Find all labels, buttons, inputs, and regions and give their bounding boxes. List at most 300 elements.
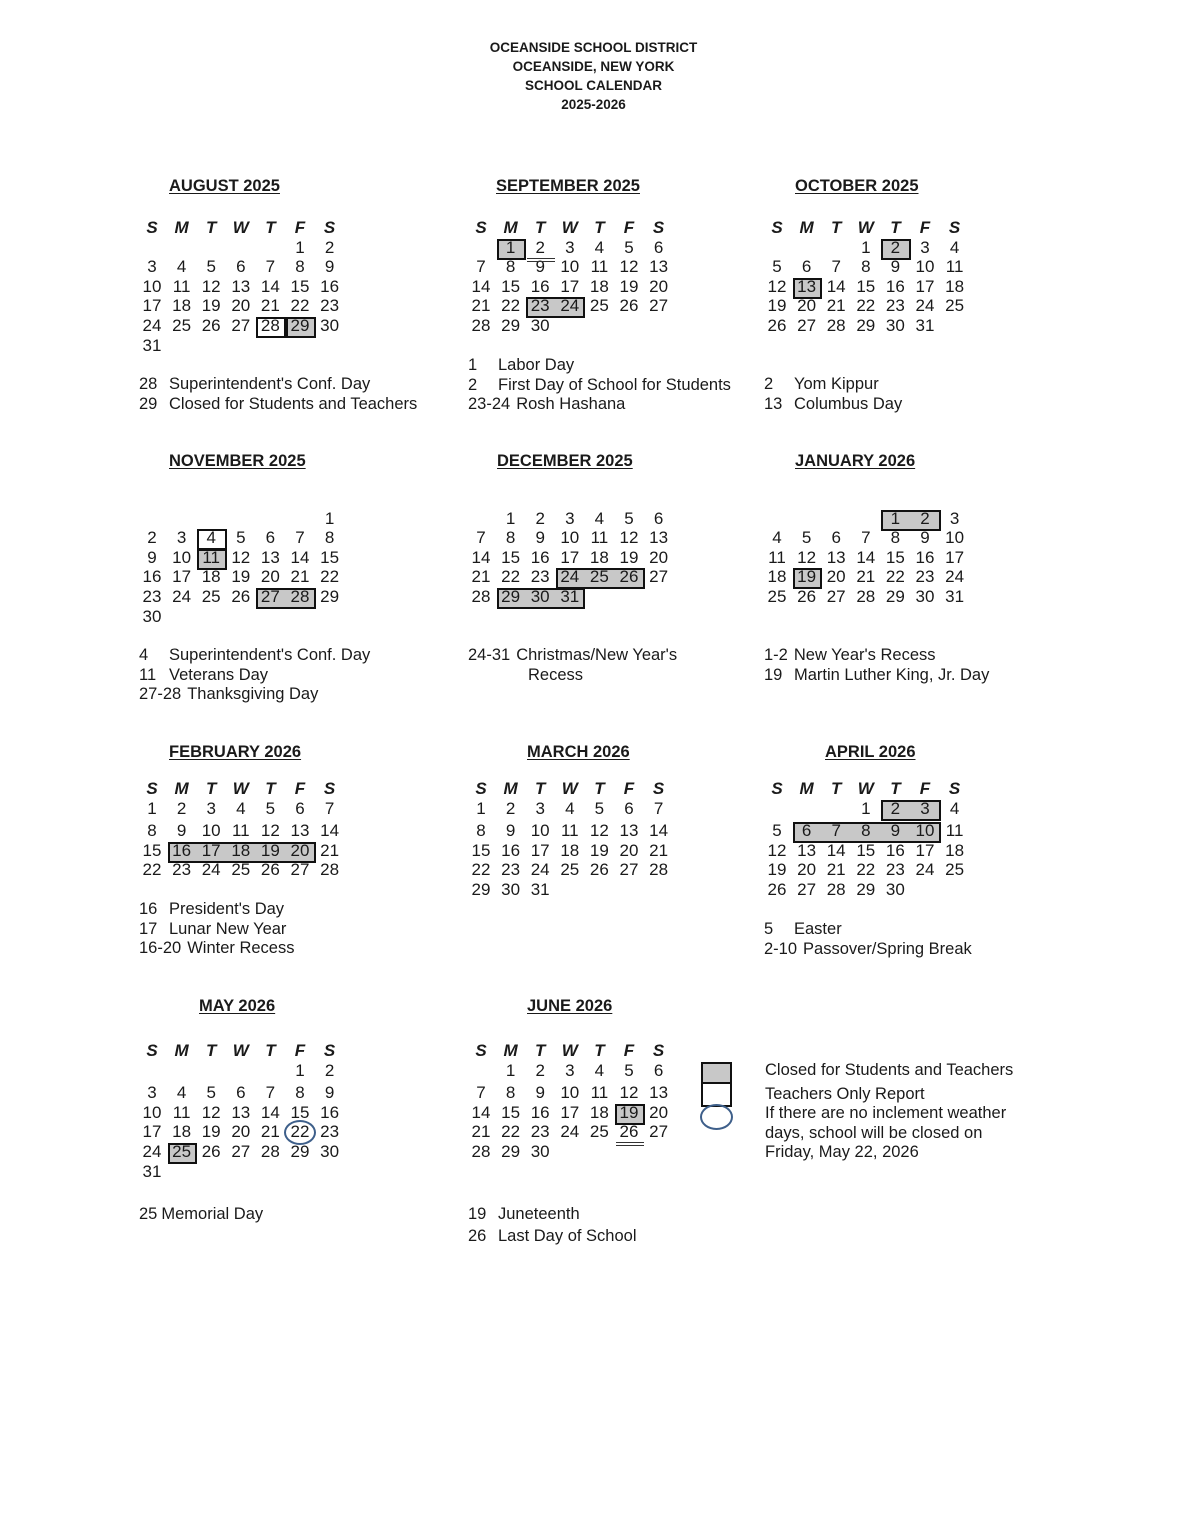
day-cell[interactable]: 18	[172, 296, 192, 316]
day-cell[interactable]: 1	[505, 237, 516, 257]
day-cell[interactable]: 15	[290, 276, 310, 296]
day-cell[interactable]: 22	[290, 296, 310, 316]
day-cell[interactable]: 20	[649, 276, 669, 296]
day-cell[interactable]: 17	[172, 567, 192, 587]
day-cell[interactable]: 12	[201, 1102, 221, 1122]
day-cell[interactable]: 21	[826, 860, 846, 880]
day-cell[interactable]: 27	[649, 1122, 669, 1142]
day-cell[interactable]: 11	[231, 821, 250, 841]
day-cell[interactable]: 11	[202, 547, 221, 567]
day-cell[interactable]: 23	[172, 860, 192, 880]
day-cell[interactable]: 4	[594, 508, 605, 528]
day-cell[interactable]: 23	[530, 1122, 550, 1142]
day-cell[interactable]: 13	[231, 1102, 251, 1122]
day-cell[interactable]: 21	[856, 567, 876, 587]
day-cell[interactable]: 26	[797, 587, 817, 606]
day-cell[interactable]: 12	[231, 547, 251, 567]
day-cell[interactable]: 22	[290, 1122, 310, 1142]
day-cell[interactable]: 7	[476, 528, 486, 548]
day-cell[interactable]: 18	[560, 840, 580, 860]
day-cell[interactable]: 5	[624, 237, 634, 257]
day-cell[interactable]: 5	[236, 528, 246, 548]
day-cell[interactable]: 18	[589, 1102, 609, 1122]
day-cell[interactable]: 11	[590, 1083, 609, 1103]
day-cell[interactable]: 10	[201, 821, 221, 841]
day-cell[interactable]: 6	[265, 528, 276, 548]
day-cell[interactable]: 9	[176, 821, 187, 841]
day-cell[interactable]: 24	[530, 860, 550, 880]
day-cell[interactable]: 1	[476, 798, 486, 818]
day-cell[interactable]: 15	[501, 276, 521, 296]
day-cell[interactable]: 11	[590, 528, 609, 548]
day-cell[interactable]: 11	[945, 257, 964, 277]
day-cell[interactable]: 3	[920, 798, 930, 818]
day-cell[interactable]: 6	[653, 237, 664, 257]
day-cell[interactable]: 19	[767, 296, 787, 316]
day-cell[interactable]: 10	[172, 547, 192, 567]
day-cell[interactable]: 25	[945, 296, 965, 316]
day-cell[interactable]: 5	[206, 257, 216, 277]
day-cell[interactable]: 23	[320, 296, 340, 316]
day-cell[interactable]: 17	[142, 1122, 162, 1142]
day-cell[interactable]: 4	[594, 1060, 605, 1080]
day-cell[interactable]: 5	[265, 798, 276, 818]
day-cell[interactable]: 27	[231, 1142, 251, 1161]
day-cell[interactable]: 17	[142, 296, 162, 316]
day-cell[interactable]: 28	[471, 1142, 491, 1161]
day-cell[interactable]: 25	[589, 567, 609, 587]
day-cell[interactable]: 25	[560, 860, 580, 880]
day-cell[interactable]: 13	[649, 257, 669, 277]
day-cell[interactable]: 2	[324, 237, 335, 257]
day-cell[interactable]: 5	[772, 257, 782, 277]
day-cell[interactable]: 22	[501, 1122, 521, 1142]
day-cell[interactable]: 11	[590, 257, 609, 277]
day-cell[interactable]: 27	[797, 880, 817, 899]
day-cell[interactable]: 9	[324, 1083, 335, 1103]
day-cell[interactable]: 28	[471, 587, 491, 606]
day-cell[interactable]: 13	[619, 821, 639, 841]
day-cell[interactable]: 19	[201, 1122, 221, 1142]
day-cell[interactable]: 6	[831, 528, 841, 548]
day-cell[interactable]: 14	[826, 276, 846, 296]
day-cell[interactable]: 27	[290, 860, 310, 880]
day-cell[interactable]: 21	[260, 1122, 280, 1142]
day-cell[interactable]: 31	[142, 1161, 162, 1181]
day-cell[interactable]: 7	[265, 1083, 276, 1103]
day-cell[interactable]: 23	[320, 1122, 340, 1142]
day-cell[interactable]: 29	[885, 587, 905, 606]
day-cell[interactable]: 8	[324, 528, 335, 548]
day-cell[interactable]: 10	[915, 257, 935, 277]
day-cell[interactable]: 9	[505, 821, 516, 841]
day-cell[interactable]: 25	[172, 316, 192, 335]
day-cell[interactable]: 14	[826, 840, 846, 860]
day-cell[interactable]: 19	[619, 276, 639, 296]
day-cell[interactable]: 15	[320, 547, 340, 567]
day-cell[interactable]: 29	[320, 587, 340, 606]
day-cell[interactable]: 10	[530, 821, 550, 841]
day-cell[interactable]: 16	[530, 276, 550, 296]
day-cell[interactable]: 24	[915, 296, 935, 316]
day-cell[interactable]: 28	[260, 316, 280, 335]
day-cell[interactable]: 8	[505, 257, 516, 277]
day-cell[interactable]: 10	[142, 276, 162, 296]
day-cell[interactable]: 19	[589, 840, 609, 860]
day-cell[interactable]: 7	[861, 528, 871, 548]
day-cell[interactable]: 1	[295, 1060, 305, 1080]
day-cell[interactable]: 13	[260, 547, 280, 567]
day-cell[interactable]: 15	[290, 1102, 310, 1122]
day-cell[interactable]: 4	[565, 798, 575, 818]
day-cell[interactable]: 16	[915, 547, 935, 567]
day-cell[interactable]: 8	[861, 821, 871, 841]
day-cell[interactable]: 7	[831, 821, 841, 841]
day-cell[interactable]: 13	[290, 821, 310, 841]
day-cell[interactable]: 4	[176, 257, 187, 277]
day-cell[interactable]: 8	[861, 257, 871, 277]
day-cell[interactable]: 21	[471, 1122, 491, 1142]
day-cell[interactable]: 6	[653, 1060, 664, 1080]
day-cell[interactable]: 11	[768, 547, 786, 567]
day-cell[interactable]: 16	[530, 547, 550, 567]
day-cell[interactable]: 2	[505, 798, 516, 818]
day-cell[interactable]: 31	[945, 587, 965, 606]
day-cell[interactable]: 28	[826, 880, 846, 899]
day-cell[interactable]: 14	[471, 547, 491, 567]
day-cell[interactable]: 12	[619, 528, 639, 548]
day-cell[interactable]: 15	[142, 840, 162, 860]
day-cell[interactable]: 13	[649, 528, 669, 548]
day-cell[interactable]: 3	[147, 257, 157, 277]
day-cell[interactable]: 18	[201, 567, 221, 587]
day-cell[interactable]: 6	[624, 798, 634, 818]
day-cell[interactable]: 26	[260, 860, 280, 880]
day-cell[interactable]: 19	[619, 1102, 639, 1122]
day-cell[interactable]: 5	[624, 1060, 634, 1080]
day-cell[interactable]: 26	[231, 587, 251, 606]
day-cell[interactable]: 7	[295, 528, 305, 548]
day-cell[interactable]: 5	[772, 821, 782, 841]
day-cell[interactable]: 4	[176, 1083, 187, 1103]
day-cell[interactable]: 20	[260, 567, 280, 587]
day-cell[interactable]: 7	[831, 257, 841, 277]
day-cell[interactable]: 17	[915, 276, 935, 296]
day-cell[interactable]: 25	[589, 1122, 609, 1142]
day-cell[interactable]: 26	[767, 316, 787, 335]
day-cell[interactable]: 27	[649, 567, 669, 587]
day-cell[interactable]: 19	[260, 840, 280, 860]
day-cell[interactable]: 1	[505, 508, 516, 528]
day-cell[interactable]: 8	[295, 1083, 305, 1103]
day-cell[interactable]: 14	[260, 276, 280, 296]
day-cell[interactable]: 31	[560, 587, 580, 606]
day-cell[interactable]: 23	[501, 860, 521, 880]
day-cell[interactable]: 6	[801, 821, 812, 841]
day-cell[interactable]: 15	[501, 1102, 521, 1122]
day-cell[interactable]: 9	[920, 528, 930, 548]
day-cell[interactable]: 21	[649, 840, 669, 860]
day-cell[interactable]: 8	[295, 257, 305, 277]
day-cell[interactable]: 2	[890, 798, 901, 818]
day-cell[interactable]: 9	[535, 257, 545, 277]
day-cell[interactable]: 4	[594, 237, 605, 257]
day-cell[interactable]: 11	[945, 821, 964, 841]
day-cell[interactable]: 16	[885, 840, 905, 860]
day-cell[interactable]: 4	[949, 798, 960, 818]
day-cell[interactable]: 16	[320, 276, 340, 296]
day-cell[interactable]: 29	[501, 1142, 521, 1161]
day-cell[interactable]: 8	[505, 1083, 516, 1103]
day-cell[interactable]: 3	[920, 237, 930, 257]
day-cell[interactable]: 12	[201, 276, 221, 296]
day-cell[interactable]: 19	[231, 567, 251, 587]
day-cell[interactable]: 15	[501, 547, 521, 567]
day-cell[interactable]: 14	[290, 547, 310, 567]
day-cell[interactable]: 1	[861, 798, 871, 818]
day-cell[interactable]: 24	[142, 316, 162, 335]
day-cell[interactable]: 13	[231, 276, 251, 296]
day-cell[interactable]: 1	[324, 508, 335, 528]
day-cell[interactable]: 16	[172, 840, 192, 860]
day-cell[interactable]: 1	[861, 237, 871, 257]
day-cell[interactable]: 31	[530, 880, 550, 899]
day-cell[interactable]: 3	[949, 508, 960, 528]
day-cell[interactable]: 23	[530, 567, 550, 587]
day-cell[interactable]: 31	[142, 335, 162, 355]
day-cell[interactable]: 20	[649, 1102, 669, 1122]
day-cell[interactable]: 31	[915, 316, 935, 335]
day-cell[interactable]: 28	[826, 316, 846, 335]
day-cell[interactable]: 8	[476, 821, 486, 841]
day-cell[interactable]: 20	[231, 296, 251, 316]
day-cell[interactable]: 25	[589, 296, 609, 316]
day-cell[interactable]: 11	[560, 821, 579, 841]
day-cell[interactable]: 17	[530, 840, 550, 860]
day-cell[interactable]: 2	[535, 1060, 545, 1080]
day-cell[interactable]: 2	[176, 798, 187, 818]
day-cell[interactable]: 11	[172, 1102, 191, 1122]
day-cell[interactable]: 23	[885, 296, 905, 316]
day-cell[interactable]: 20	[231, 1122, 251, 1142]
day-cell[interactable]: 21	[826, 296, 846, 316]
day-cell[interactable]: 18	[945, 276, 965, 296]
day-cell[interactable]: 18	[589, 276, 609, 296]
day-cell[interactable]: 1	[505, 1060, 516, 1080]
day-cell[interactable]: 9	[890, 257, 901, 277]
day-cell[interactable]: 21	[471, 567, 491, 587]
day-cell[interactable]: 14	[260, 1102, 280, 1122]
day-cell[interactable]: 20	[290, 840, 310, 860]
day-cell[interactable]: 14	[471, 1102, 491, 1122]
day-cell[interactable]: 12	[260, 821, 280, 841]
day-cell[interactable]: 10	[560, 528, 580, 548]
day-cell[interactable]: 19	[619, 547, 639, 567]
day-cell[interactable]: 17	[915, 840, 935, 860]
day-cell[interactable]: 4	[772, 528, 782, 548]
day-cell[interactable]: 15	[885, 547, 905, 567]
day-cell[interactable]: 17	[560, 547, 580, 567]
day-cell[interactable]: 22	[471, 860, 491, 880]
day-cell[interactable]: 18	[589, 547, 609, 567]
day-cell[interactable]: 18	[945, 840, 965, 860]
day-cell[interactable]: 30	[885, 880, 905, 899]
day-cell[interactable]: 26	[767, 880, 787, 899]
day-cell[interactable]: 6	[801, 257, 812, 277]
day-cell[interactable]: 4	[949, 237, 960, 257]
day-cell[interactable]: 30	[915, 587, 935, 606]
day-cell[interactable]: 28	[320, 860, 340, 880]
day-cell[interactable]: 22	[885, 567, 905, 587]
day-cell[interactable]: 28	[471, 316, 491, 335]
day-cell[interactable]: 28	[260, 1142, 280, 1161]
day-cell[interactable]: 6	[295, 798, 305, 818]
day-cell[interactable]: 4	[206, 528, 216, 548]
day-cell[interactable]: 30	[885, 316, 905, 335]
day-cell[interactable]: 7	[324, 798, 335, 818]
day-cell[interactable]: 22	[320, 567, 340, 587]
day-cell[interactable]: 7	[653, 798, 664, 818]
day-cell[interactable]: 17	[201, 840, 221, 860]
day-cell[interactable]: 5	[206, 1083, 216, 1103]
day-cell[interactable]: 26	[619, 296, 639, 316]
day-cell[interactable]: 2	[535, 508, 545, 528]
day-cell[interactable]: 2	[535, 237, 545, 257]
day-cell[interactable]: 30	[320, 316, 340, 335]
day-cell[interactable]: 24	[945, 567, 965, 587]
day-cell[interactable]: 29	[501, 316, 521, 335]
day-cell[interactable]: 7	[476, 257, 486, 277]
day-cell[interactable]: 9	[535, 528, 545, 548]
day-cell[interactable]: 14	[856, 547, 876, 567]
day-cell[interactable]: 1	[295, 237, 305, 257]
day-cell[interactable]: 30	[530, 587, 550, 606]
day-cell[interactable]: 16	[320, 1102, 340, 1122]
day-cell[interactable]: 24	[201, 860, 221, 880]
day-cell[interactable]: 20	[619, 840, 639, 860]
day-cell[interactable]: 3	[176, 528, 187, 548]
day-cell[interactable]: 30	[530, 316, 550, 335]
day-cell[interactable]: 27	[649, 296, 669, 316]
day-cell[interactable]: 22	[856, 296, 876, 316]
day-cell[interactable]: 18	[231, 840, 251, 860]
day-cell[interactable]: 18	[172, 1122, 192, 1142]
day-cell[interactable]: 24	[560, 1122, 580, 1142]
day-cell[interactable]: 8	[890, 528, 901, 548]
day-cell[interactable]: 10	[142, 1102, 162, 1122]
day-cell[interactable]: 25	[201, 587, 221, 606]
day-cell[interactable]: 2	[890, 237, 901, 257]
day-cell[interactable]: 12	[797, 547, 817, 567]
day-cell[interactable]: 6	[236, 1083, 246, 1103]
day-cell[interactable]: 16	[885, 276, 905, 296]
day-cell[interactable]: 27	[797, 316, 817, 335]
day-cell[interactable]: 10	[915, 821, 935, 841]
day-cell[interactable]: 11	[172, 276, 191, 296]
day-cell[interactable]: 23	[885, 860, 905, 880]
day-cell[interactable]: 16	[530, 1102, 550, 1122]
day-cell[interactable]: 9	[535, 1083, 545, 1103]
day-cell[interactable]: 7	[265, 257, 276, 277]
day-cell[interactable]: 13	[797, 276, 817, 296]
day-cell[interactable]: 22	[501, 567, 521, 587]
day-cell[interactable]: 1	[890, 508, 901, 528]
day-cell[interactable]: 29	[856, 316, 876, 335]
day-cell[interactable]: 25	[231, 860, 251, 880]
day-cell[interactable]: 3	[565, 237, 575, 257]
day-cell[interactable]: 15	[856, 840, 876, 860]
day-cell[interactable]: 16	[142, 567, 162, 587]
day-cell[interactable]: 21	[471, 296, 491, 316]
day-cell[interactable]: 24	[560, 296, 580, 316]
day-cell[interactable]: 10	[945, 528, 965, 548]
day-cell[interactable]: 4	[236, 798, 246, 818]
day-cell[interactable]: 3	[147, 1083, 157, 1103]
day-cell[interactable]: 20	[826, 567, 846, 587]
day-cell[interactable]: 24	[915, 860, 935, 880]
day-cell[interactable]: 17	[560, 1102, 580, 1122]
day-cell[interactable]: 26	[589, 860, 609, 880]
day-cell[interactable]: 21	[320, 840, 340, 860]
day-cell[interactable]: 8	[147, 821, 157, 841]
day-cell[interactable]: 25	[767, 587, 787, 606]
day-cell[interactable]: 5	[624, 508, 634, 528]
day-cell[interactable]: 29	[856, 880, 876, 899]
day-cell[interactable]: 19	[201, 296, 221, 316]
day-cell[interactable]: 8	[505, 528, 516, 548]
day-cell[interactable]: 17	[560, 276, 580, 296]
day-cell[interactable]: 24	[560, 567, 580, 587]
day-cell[interactable]: 3	[565, 1060, 575, 1080]
day-cell[interactable]: 29	[501, 587, 521, 606]
day-cell[interactable]: 29	[471, 880, 491, 899]
day-cell[interactable]: 26	[619, 1122, 639, 1142]
day-cell[interactable]: 26	[201, 316, 221, 335]
day-cell[interactable]: 13	[826, 547, 846, 567]
day-cell[interactable]: 23	[530, 296, 550, 316]
day-cell[interactable]: 16	[501, 840, 521, 860]
day-cell[interactable]: 5	[801, 528, 812, 548]
day-cell[interactable]: 12	[767, 840, 787, 860]
day-cell[interactable]: 14	[649, 821, 669, 841]
day-cell[interactable]: 15	[856, 276, 876, 296]
day-cell[interactable]: 14	[320, 821, 340, 841]
day-cell[interactable]: 27	[619, 860, 639, 880]
day-cell[interactable]: 9	[890, 821, 901, 841]
day-cell[interactable]: 22	[856, 860, 876, 880]
day-cell[interactable]: 22	[142, 860, 162, 880]
day-cell[interactable]: 27	[826, 587, 846, 606]
day-cell[interactable]: 25	[945, 860, 965, 880]
day-cell[interactable]: 23	[915, 567, 935, 587]
day-cell[interactable]: 28	[290, 587, 310, 606]
day-cell[interactable]: 3	[535, 798, 545, 818]
day-cell[interactable]: 9	[147, 547, 157, 567]
day-cell[interactable]: 24	[142, 1142, 162, 1161]
day-cell[interactable]: 5	[594, 798, 605, 818]
day-cell[interactable]: 13	[797, 840, 817, 860]
day-cell[interactable]: 10	[560, 257, 580, 277]
day-cell[interactable]: 15	[471, 840, 491, 860]
day-cell[interactable]: 7	[476, 1083, 486, 1103]
day-cell[interactable]: 25	[172, 1142, 192, 1161]
day-cell[interactable]: 30	[530, 1142, 550, 1161]
day-cell[interactable]: 12	[619, 257, 639, 277]
day-cell[interactable]: 2	[324, 1060, 335, 1080]
day-cell[interactable]: 12	[589, 821, 609, 841]
day-cell[interactable]: 21	[260, 296, 280, 316]
day-cell[interactable]: 27	[231, 316, 251, 335]
